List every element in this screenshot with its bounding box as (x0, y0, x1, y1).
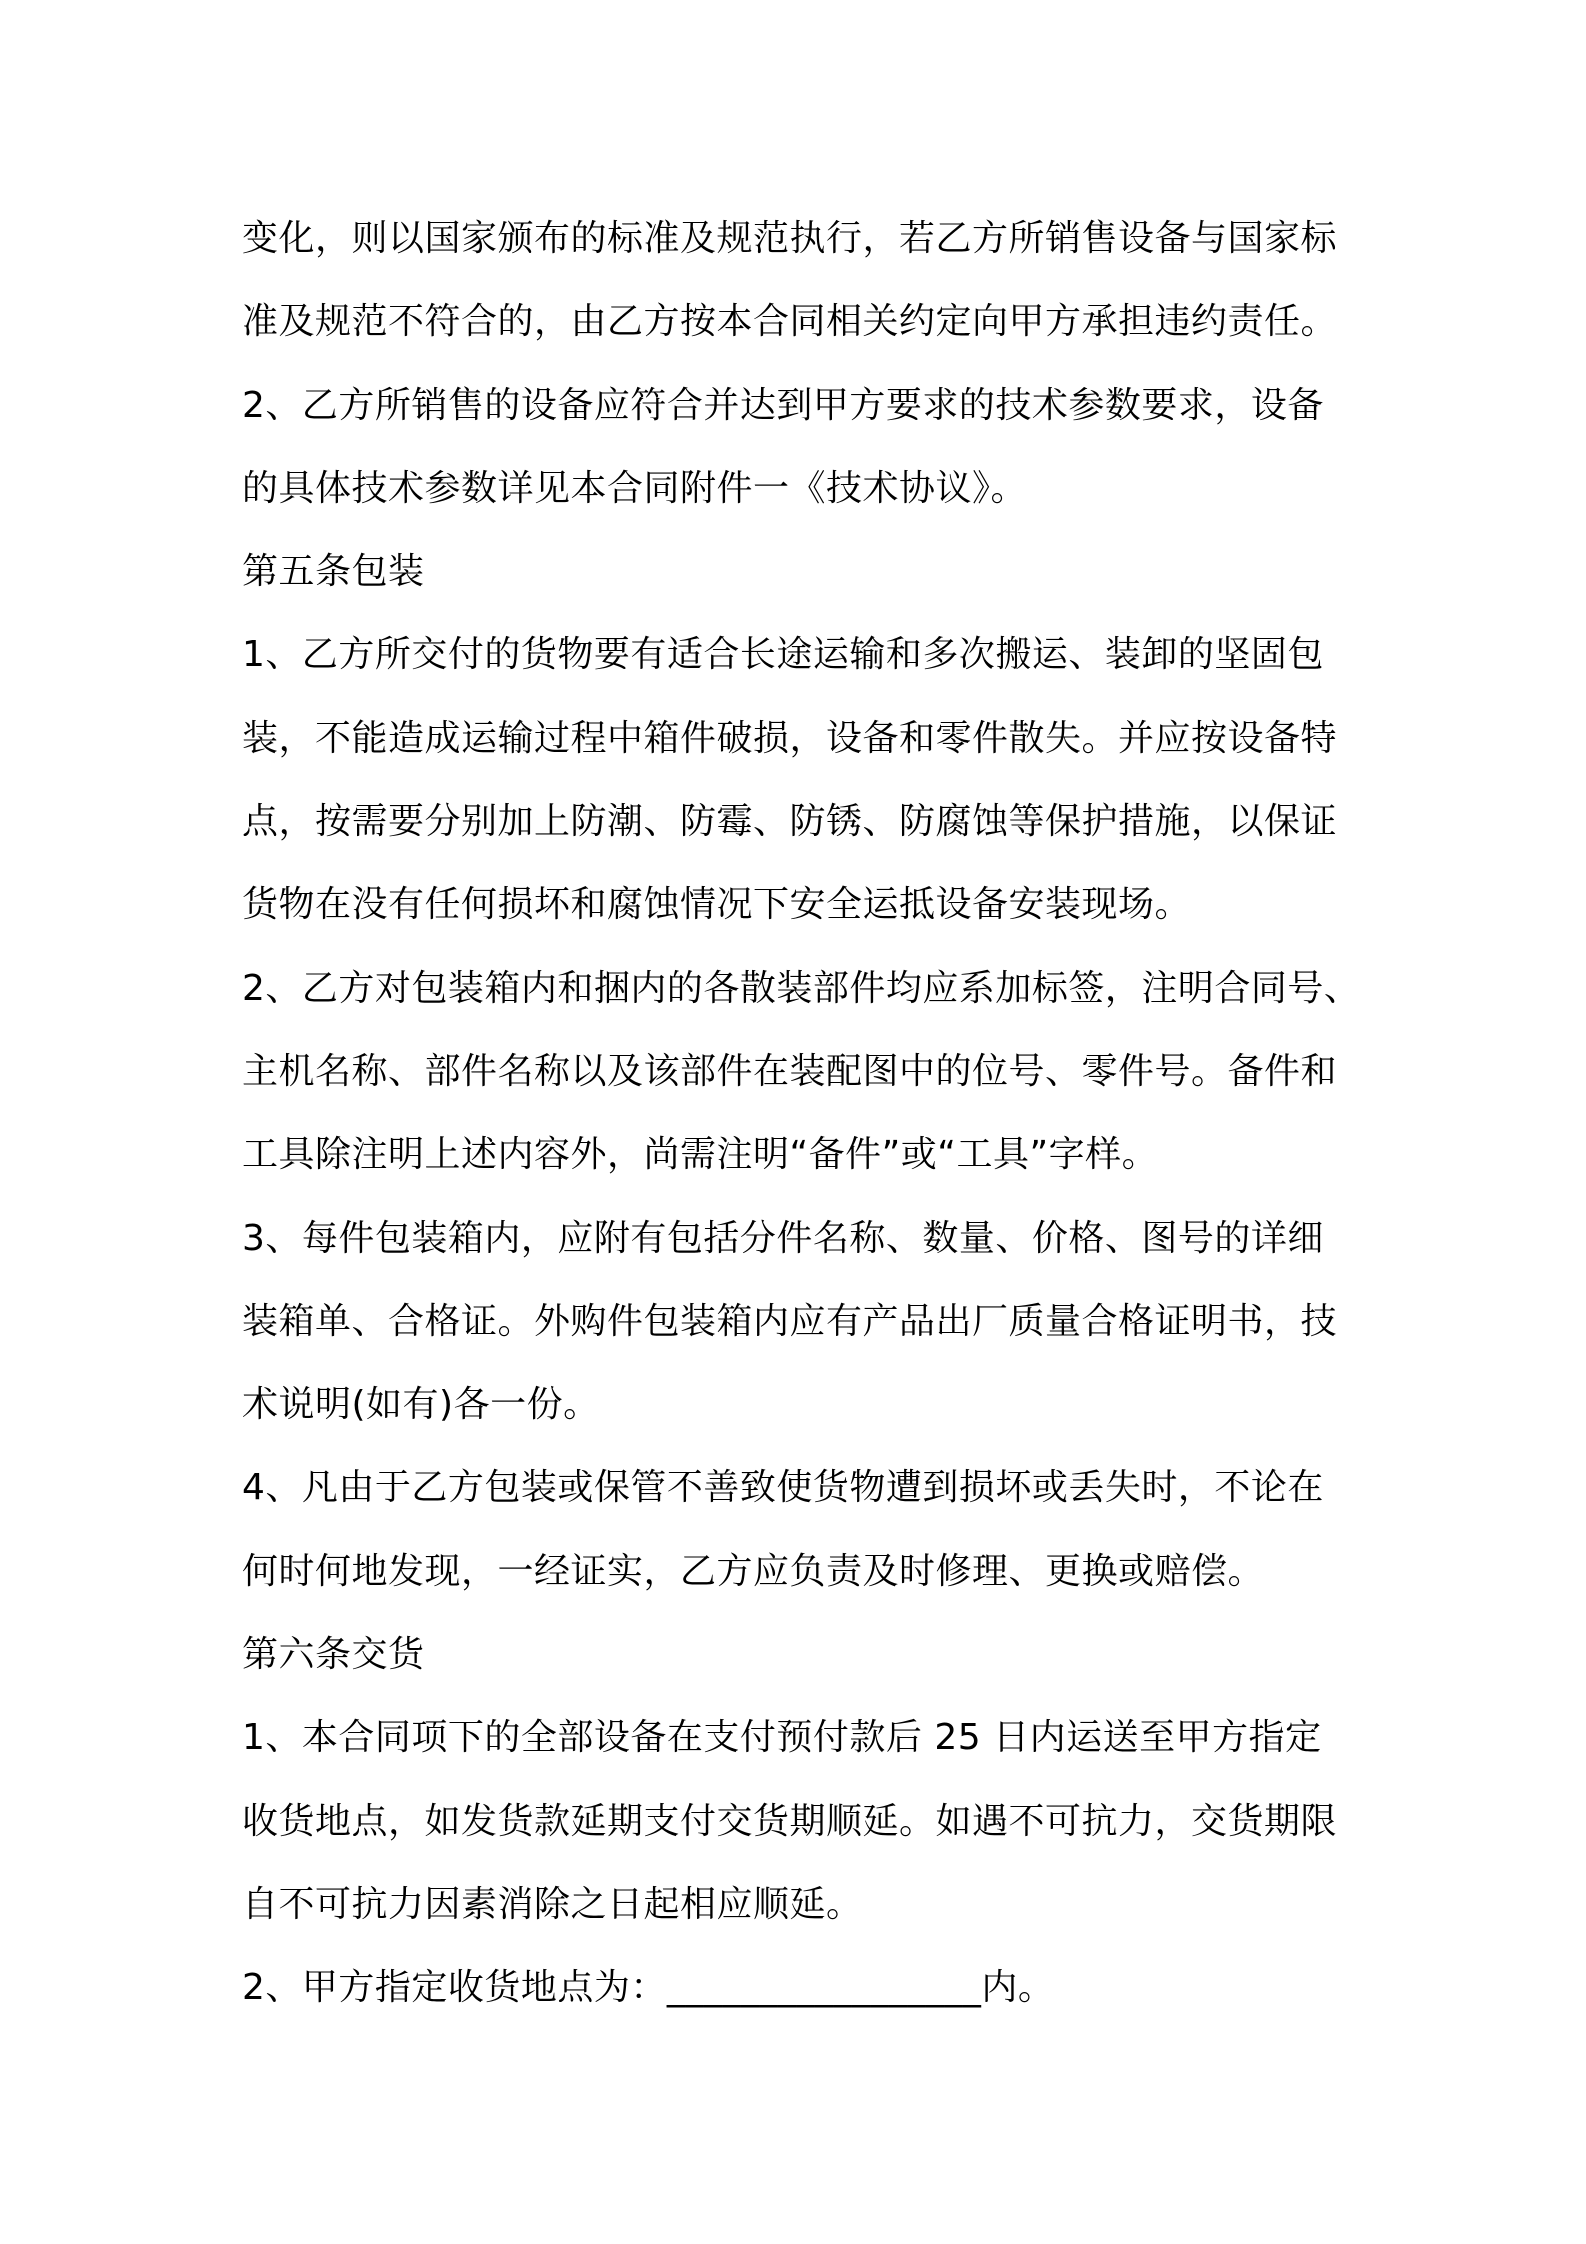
text-line-19: 1、本合同项下的全部设备在支付预付款后 25 日内运送至甲方指定 (242, 1717, 1322, 1759)
text-line-8: 点，按需要分别加上防潮、防霉、防锈、防腐蚀等保护措施，以保证 (242, 801, 1338, 843)
text-line-2: 准及规范不符合的，由乙方按本合同相关约定向甲方承担违约责任。 (242, 301, 1338, 343)
text-line-14: 装箱单、合格证。外购件包装箱内应有产品出厂质量合格证明书，技 (242, 1300, 1338, 1342)
text-line-10: 2、乙方对包装箱内和捆内的各散装部件均应系加标签，注明合同号、 (242, 967, 1361, 1009)
text-line-11: 主机名称、部件名称以及该部件在装配图中的位号、零件号。备件和 (242, 1050, 1338, 1092)
text-line-12: 工具除注明上述内容外，尚需注明“备件”或“工具”字样。 (242, 1134, 1159, 1176)
contract-text-block (242, 197, 1362, 2030)
text-line-20: 收货地点，如发货款延期支付交货期顺延。如遇不可抗力，交货期限 (242, 1800, 1338, 1842)
text-line-16: 4、凡由于乙方包装或保管不善致使货物遭到损坏或丢失时，不论在 (242, 1467, 1324, 1509)
text-line-4: 的具体技术参数详见本合同附件一《技术协议》。 (242, 467, 1028, 509)
text-line-17: 何时何地发现，一经证实，乙方应负责及时修理、更换或赔偿。 (242, 1550, 1265, 1592)
section-heading-6: 第六条交货 (242, 1634, 425, 1676)
text-line-1: 变化，则以国家颁布的标准及规范执行，若乙方所销售设备与国家标 (242, 218, 1338, 259)
text-line-13: 3、每件包装箱内，应附有包括分件名称、数量、价格、图号的详细 (242, 1217, 1324, 1259)
text-line-9: 货物在没有任何损坏和腐蚀情况下安全运抵设备安装现场。 (242, 884, 1192, 926)
text-line-22: 2、甲方指定收货地点为：_________________内。 (242, 1967, 1055, 2009)
text-line-6: 1、乙方所交付的货物要有适合长途运输和多次搬运、装卸的坚固包 (242, 634, 1324, 676)
text-line-21: 自不可抗力因素消除之日起相应顺延。 (242, 1883, 863, 1925)
text-line-7: 装，不能造成运输过程中箱件破损，设备和零件散失。并应按设备特 (242, 717, 1338, 759)
section-heading-5: 第五条包装 (242, 551, 425, 593)
text-line-3: 2、乙方所销售的设备应符合并达到甲方要求的技术参数要求，设备 (242, 384, 1324, 426)
text-line-15: 术说明(如有)各一份。 (242, 1384, 600, 1426)
